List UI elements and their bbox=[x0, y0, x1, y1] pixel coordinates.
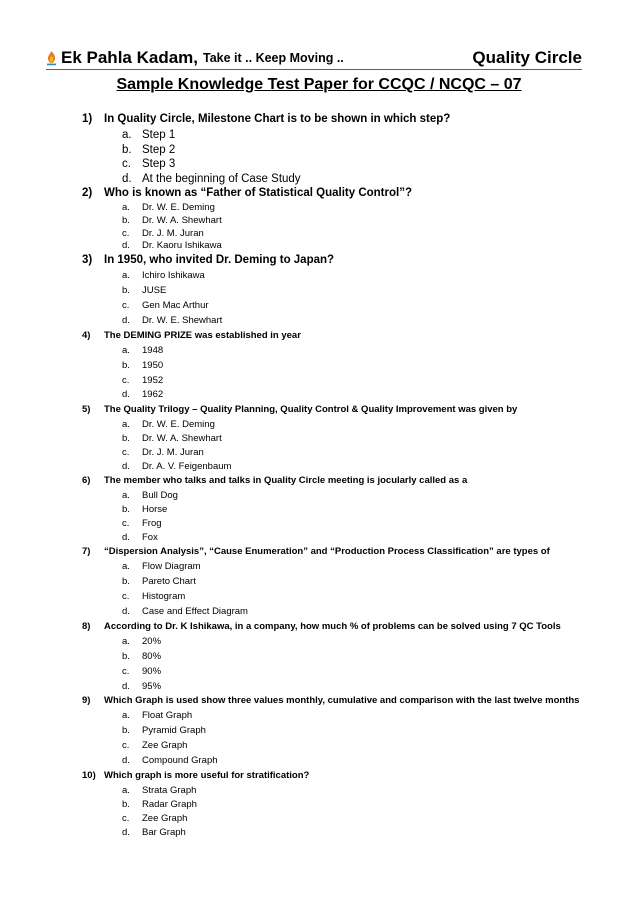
option-letter: d. bbox=[122, 314, 130, 326]
option-letter: a. bbox=[122, 490, 130, 502]
option-1d bbox=[82, 172, 602, 187]
option-3a bbox=[82, 269, 602, 284]
option-letter: a. bbox=[122, 419, 130, 431]
option-9c bbox=[82, 739, 602, 754]
option-text: Zee Graph bbox=[142, 740, 188, 752]
option-5a bbox=[82, 418, 602, 432]
option-3d bbox=[82, 314, 602, 329]
option-letter: b. bbox=[122, 799, 130, 810]
option-8d bbox=[82, 680, 602, 695]
option-7c bbox=[82, 590, 602, 605]
option-letter: b. bbox=[122, 285, 130, 297]
option-6b bbox=[82, 503, 602, 517]
option-letter: b. bbox=[122, 725, 130, 737]
question-text: In 1950, who invited Dr. Deming to Japan? bbox=[104, 254, 335, 267]
option-9a bbox=[82, 709, 602, 724]
option-text: Dr. J. M. Juran bbox=[142, 447, 204, 459]
option-letter: d. bbox=[122, 389, 130, 401]
question-text: “Dispersion Analysis”, “Cause Enumeration” and “Production Process Classification” are types of bbox=[104, 546, 550, 558]
option-5c bbox=[82, 446, 602, 460]
option-4b bbox=[82, 359, 602, 374]
option-2d bbox=[82, 240, 602, 253]
question-1 bbox=[82, 112, 602, 128]
option-letter: b. bbox=[122, 214, 130, 226]
option-text: Case and Effect Diagram bbox=[142, 605, 248, 617]
option-6a bbox=[82, 489, 602, 503]
question-number: 1) bbox=[82, 113, 93, 125]
option-text: Dr. W. E. Deming bbox=[142, 202, 215, 213]
option-letter: a. bbox=[122, 635, 130, 647]
option-text: Horse bbox=[142, 504, 168, 516]
flame-logo-icon bbox=[46, 50, 57, 66]
option-3b bbox=[82, 284, 602, 299]
option-text: Zee Graph bbox=[142, 813, 188, 824]
option-letter: c. bbox=[122, 227, 130, 239]
brand-tagline: Take it .. Keep Moving .. bbox=[203, 51, 344, 65]
option-text: Dr. W. A. Shewhart bbox=[142, 214, 222, 226]
option-text: Pareto Chart bbox=[142, 576, 196, 588]
option-letter: c. bbox=[122, 591, 130, 603]
question-list bbox=[82, 112, 602, 840]
header-right-title: Quality Circle bbox=[472, 48, 582, 67]
header-divider bbox=[46, 69, 582, 70]
question-6 bbox=[82, 474, 602, 489]
option-letter: b. bbox=[122, 504, 130, 516]
option-letter: a. bbox=[122, 785, 130, 796]
option-text: Bar Graph bbox=[142, 827, 186, 838]
option-text: At the beginning of Case Study bbox=[142, 172, 301, 185]
question-number: 6) bbox=[82, 475, 91, 487]
option-letter: d. bbox=[122, 755, 130, 767]
option-letter: a. bbox=[122, 710, 130, 722]
question-text: The Quality Trilogy – Quality Planning, Quality Control & Quality Improvement was given by bbox=[104, 404, 518, 416]
option-letter: a. bbox=[122, 270, 130, 282]
option-10b bbox=[82, 798, 602, 812]
question-number: 5) bbox=[82, 404, 91, 416]
question-9 bbox=[82, 694, 602, 709]
option-letter: d. bbox=[122, 605, 130, 617]
option-text: 95% bbox=[142, 680, 162, 692]
option-letter: c. bbox=[122, 740, 130, 752]
option-text: Flow Diagram bbox=[142, 561, 201, 573]
option-text: Fox bbox=[142, 532, 158, 544]
option-text: Pyramid Graph bbox=[142, 725, 206, 737]
option-8a bbox=[82, 635, 602, 650]
option-text: Dr. J. M. Juran bbox=[142, 227, 204, 239]
option-text: Gen Mac Arthur bbox=[142, 299, 209, 311]
question-3 bbox=[82, 253, 602, 269]
question-number: 4) bbox=[82, 329, 91, 341]
option-8b bbox=[82, 650, 602, 665]
option-letter: b. bbox=[122, 143, 132, 156]
option-letter: a. bbox=[122, 344, 130, 356]
option-8c bbox=[82, 665, 602, 680]
question-2 bbox=[82, 186, 602, 202]
option-letter: c. bbox=[122, 447, 130, 459]
option-text: Strata Graph bbox=[142, 785, 197, 796]
option-4d bbox=[82, 388, 602, 403]
option-text: Step 1 bbox=[142, 129, 176, 141]
option-letter: c. bbox=[122, 665, 130, 677]
option-text: 1952 bbox=[142, 374, 164, 386]
option-letter: a. bbox=[122, 561, 130, 573]
option-1a bbox=[82, 128, 602, 143]
option-text: 1962 bbox=[142, 389, 164, 401]
question-number: 7) bbox=[82, 546, 91, 558]
option-1c bbox=[82, 157, 602, 172]
option-7d bbox=[82, 605, 602, 620]
option-text: 1950 bbox=[142, 359, 164, 371]
option-6c bbox=[82, 517, 602, 531]
option-4c bbox=[82, 374, 602, 389]
question-number: 8) bbox=[82, 620, 91, 632]
question-text: Who is known as “Father of Statistical Quality Control”? bbox=[104, 187, 412, 199]
question-10 bbox=[82, 769, 602, 784]
option-letter: a. bbox=[122, 129, 132, 141]
option-text: Bull Dog bbox=[142, 490, 178, 502]
option-7a bbox=[82, 560, 602, 575]
question-8 bbox=[82, 620, 602, 635]
option-letter: a. bbox=[122, 202, 130, 213]
option-text: Dr. A. V. Feigenbaum bbox=[142, 461, 232, 473]
question-number: 10) bbox=[82, 770, 96, 781]
option-text: JUSE bbox=[142, 285, 167, 297]
question-4 bbox=[82, 329, 602, 344]
option-text: Float Graph bbox=[142, 710, 193, 722]
option-letter: c. bbox=[122, 299, 130, 311]
option-letter: b. bbox=[122, 433, 130, 445]
option-text: Dr. W. A. Shewhart bbox=[142, 433, 222, 445]
option-10c bbox=[82, 812, 602, 826]
page-title-text: Sample Knowledge Test Paper for CCQC / NCQC – 07 bbox=[116, 76, 522, 93]
brand-name: Ek Pahla Kadam, bbox=[61, 48, 199, 67]
option-5b bbox=[82, 432, 602, 446]
question-number: 2) bbox=[82, 187, 93, 199]
option-letter: c. bbox=[122, 813, 130, 824]
option-letter: c. bbox=[122, 518, 130, 530]
question-7 bbox=[82, 545, 602, 560]
option-2b bbox=[82, 215, 602, 228]
option-6d bbox=[82, 531, 602, 545]
option-text: 20% bbox=[142, 635, 162, 647]
option-letter: d. bbox=[122, 461, 130, 473]
option-text: Radar Graph bbox=[142, 799, 197, 810]
option-text: Step 2 bbox=[142, 143, 176, 156]
question-text: The DEMING PRIZE was established in year bbox=[104, 329, 301, 341]
option-text: Dr. W. E. Deming bbox=[142, 419, 215, 431]
option-text: Compound Graph bbox=[142, 755, 218, 767]
option-letter: d. bbox=[122, 172, 132, 185]
option-letter: d. bbox=[122, 680, 130, 692]
question-text: Which Graph is used show three values monthly, cumulative and comparison with the last twelve months bbox=[104, 695, 580, 707]
option-letter: c. bbox=[122, 374, 130, 386]
option-10d bbox=[82, 826, 602, 840]
option-text: 1948 bbox=[142, 344, 164, 356]
option-text: 80% bbox=[142, 650, 162, 662]
option-text: 90% bbox=[142, 665, 162, 677]
question-number: 9) bbox=[82, 695, 91, 707]
option-letter: b. bbox=[122, 359, 130, 371]
option-text: Step 3 bbox=[142, 158, 176, 170]
option-7b bbox=[82, 575, 602, 590]
option-3c bbox=[82, 299, 602, 314]
option-text: Histogram bbox=[142, 591, 186, 603]
option-text: Ichiro Ishikawa bbox=[142, 270, 205, 282]
option-letter: b. bbox=[122, 576, 130, 588]
option-letter: b. bbox=[122, 650, 130, 662]
option-2a bbox=[82, 202, 602, 215]
option-letter: d. bbox=[122, 532, 130, 544]
option-5d bbox=[82, 460, 602, 474]
option-9b bbox=[82, 724, 602, 739]
question-5 bbox=[82, 403, 602, 418]
question-text: In Quality Circle, Milestone Chart is to be shown in which step? bbox=[104, 113, 451, 125]
question-text: Which graph is more useful for stratification? bbox=[104, 770, 310, 781]
question-text: The member who talks and talks in Quality Circle meeting is jocularly called as a bbox=[104, 475, 468, 487]
option-text: Dr. W. E. Shewhart bbox=[142, 314, 223, 326]
option-text: Dr. Kaoru Ishikawa bbox=[142, 240, 222, 252]
question-text: According to Dr. K Ishikawa, in a company, how much % of problems can be solved using 7 QC Tools bbox=[104, 620, 561, 632]
option-2c bbox=[82, 228, 602, 241]
option-letter: c. bbox=[122, 158, 131, 170]
option-text: Frog bbox=[142, 518, 162, 530]
question-number: 3) bbox=[82, 254, 93, 267]
option-9d bbox=[82, 754, 602, 769]
page-header bbox=[46, 46, 582, 68]
option-letter: d. bbox=[122, 240, 130, 252]
option-4a bbox=[82, 344, 602, 359]
page-title bbox=[0, 74, 638, 96]
option-1b bbox=[82, 143, 602, 158]
option-letter: d. bbox=[122, 827, 130, 838]
option-10a bbox=[82, 784, 602, 798]
